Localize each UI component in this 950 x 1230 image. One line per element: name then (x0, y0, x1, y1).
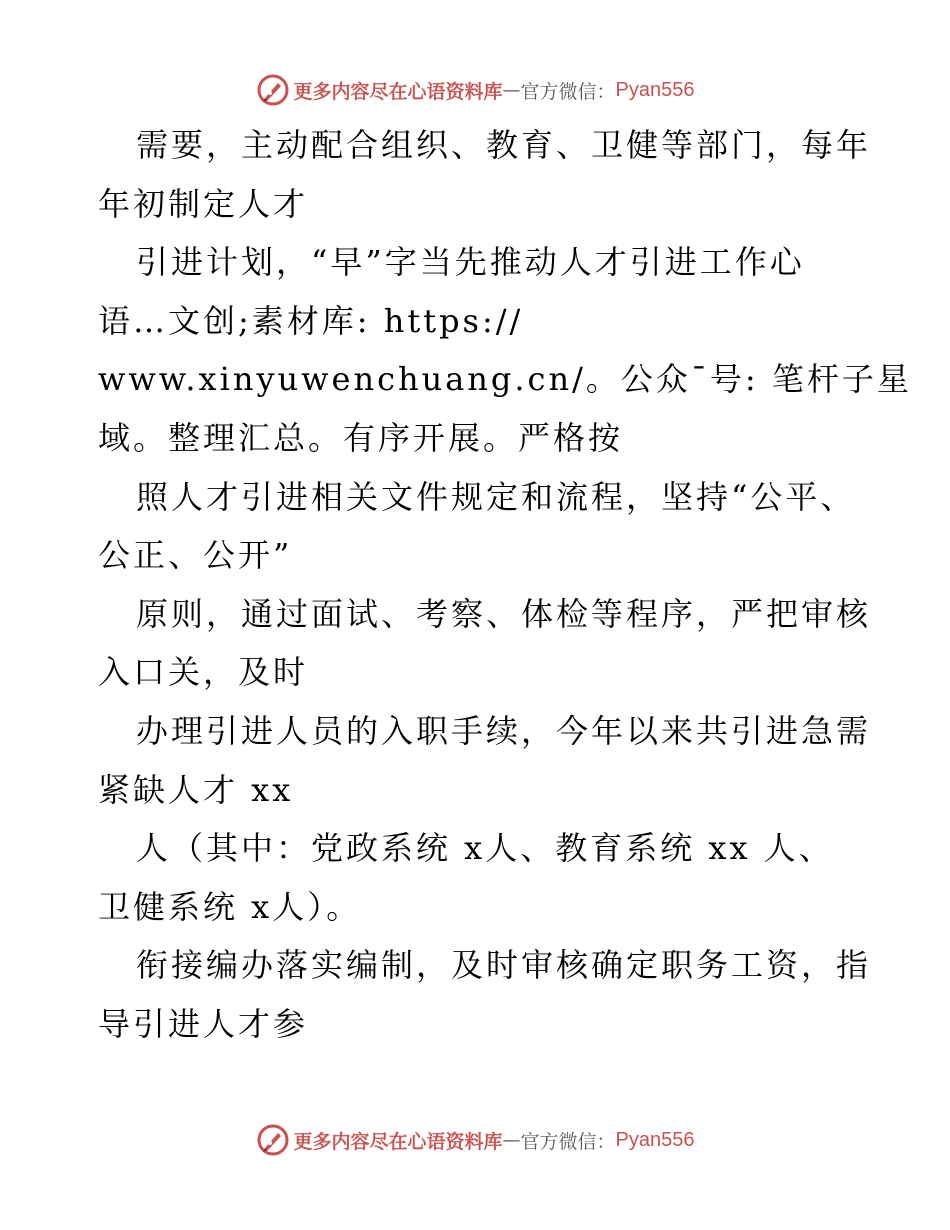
pen-logo-icon (256, 1123, 290, 1157)
text-line: 照人才引进相关文件规定和流程，坚持“公平、 (136, 477, 856, 516)
text-line: www.xinyuwenchuang.cn/。公众¯号: 笔杆子星 (98, 360, 912, 399)
text-line: 原则，通过面试、考察、体检等程序，严把审核 (136, 594, 872, 633)
text-line: 导引进人才参 (98, 1004, 309, 1043)
text-line: 年初制定人才 (98, 184, 309, 223)
text-line: 需要，主动配合组织、教育、卫健等部门，每年 (136, 126, 872, 164)
text-line: 人（其中：党政系统 x人、教育系统 xx 人、 (136, 829, 834, 868)
text-line: 引进计划，“早”字当先推动人才引进工作心 (136, 243, 805, 282)
watermark-separator: — (502, 1129, 521, 1151)
watermark-separator: — (502, 79, 521, 101)
text-line: 语…文创;素材库: https:// (98, 301, 524, 340)
pen-logo-icon (256, 73, 290, 107)
watermark-wechat-label: 官方微信： (520, 1130, 616, 1153)
watermark-wechat-id: Pyan556 (615, 1128, 695, 1151)
text-line: 紧缺人才 xx (98, 770, 294, 809)
text-line: 入口关，及时 (98, 653, 309, 692)
text-line: 公正、公开” (98, 536, 293, 575)
text-line: 域。整理汇总。有序开展。严格按 (98, 418, 624, 457)
header-watermark (0, 72, 950, 108)
watermark-wechat-id: Pyan556 (615, 78, 695, 101)
text-line: 卫健系统 x人）。 (98, 887, 362, 926)
document-body (98, 116, 912, 1054)
watermark-site-name: 更多内容尽在心语资料库 (293, 80, 503, 103)
text-line: 办理引进人员的入职手续，今年以来共引进急需 (136, 711, 872, 750)
footer-watermark (0, 1122, 950, 1158)
watermark-site-name: 更多内容尽在心语资料库 (293, 1130, 503, 1153)
watermark-wechat-label: 官方微信： (520, 80, 616, 103)
text-line: 衔接编办落实编制，及时审核确定职务工资，指 (136, 946, 872, 985)
